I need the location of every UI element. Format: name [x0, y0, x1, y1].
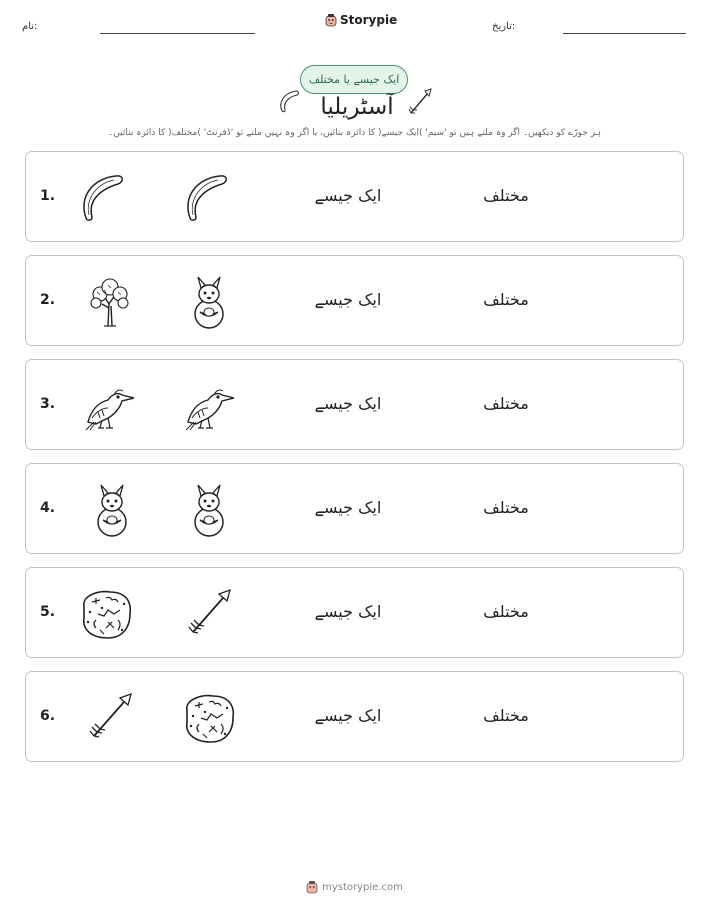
same-option[interactable]: ایک جیسے	[314, 498, 382, 517]
row-number: 4.	[40, 500, 56, 516]
worksheet-badge: ایک جیسے یا مختلف	[300, 65, 408, 94]
different-option[interactable]: مختلف	[483, 602, 529, 621]
different-option[interactable]: مختلف	[483, 498, 529, 517]
aboriginal-art-icon	[78, 586, 134, 642]
name-line[interactable]	[100, 33, 255, 34]
footer-site[interactable]: mystorypie.com	[322, 881, 403, 893]
brand-name: Storypie	[340, 13, 398, 27]
pair-row-6	[25, 671, 684, 762]
kangaroo-icon	[181, 274, 237, 330]
pair-row-2	[25, 255, 684, 346]
pair-row-4	[25, 463, 684, 554]
same-option[interactable]: ایک جیسے	[314, 706, 382, 725]
date-label: تاریخ:	[492, 21, 516, 32]
row-number: 3.	[40, 396, 56, 412]
different-option[interactable]: مختلف	[483, 394, 529, 413]
pair-row-5	[25, 567, 684, 658]
pair-row-3	[25, 359, 684, 450]
same-option[interactable]: ایک جیسے	[314, 186, 382, 205]
boomerang-decoration-icon	[276, 88, 300, 114]
aboriginal-art-icon	[181, 690, 237, 746]
pair-row-1	[25, 151, 684, 242]
same-option[interactable]: ایک جیسے	[314, 394, 382, 413]
storypie-logo-icon	[325, 13, 337, 27]
row-number: 1.	[40, 188, 56, 204]
kangaroo-icon	[181, 482, 237, 538]
boomerang-icon	[72, 170, 128, 226]
same-option[interactable]: ایک جیسے	[314, 602, 382, 621]
instructions: ہر جوڑے کو دیکھیں۔ اگر وہ ملتے ہیں تو 'سیم' )ایک جیسے( کا دائرہ بنائیں، یا اگر وہ نہیں ملتے تو 'ڈفرنٹ' )مختلف( کا دائرہ بنائیں۔	[108, 128, 601, 138]
different-option[interactable]: مختلف	[483, 706, 529, 725]
brand-logo	[325, 13, 397, 27]
worksheet-title: آسٹریلیا	[320, 94, 394, 120]
arrow-decoration-icon	[407, 88, 433, 116]
row-number: 2.	[40, 292, 56, 308]
kangaroo-icon	[84, 482, 140, 538]
arrow-icon	[82, 690, 138, 746]
footer	[0, 880, 709, 894]
tree-icon	[82, 274, 138, 330]
kookaburra-icon	[78, 378, 134, 434]
kookaburra-icon	[178, 378, 234, 434]
date-line[interactable]	[563, 33, 686, 34]
different-option[interactable]: مختلف	[483, 290, 529, 309]
name-label: نام:	[22, 21, 38, 32]
boomerang-icon	[176, 170, 232, 226]
same-option[interactable]: ایک جیسے	[314, 290, 382, 309]
row-number: 6.	[40, 708, 56, 724]
different-option[interactable]: مختلف	[483, 186, 529, 205]
storypie-logo-icon	[306, 880, 318, 894]
row-number: 5.	[40, 604, 56, 620]
arrow-icon	[181, 586, 237, 642]
